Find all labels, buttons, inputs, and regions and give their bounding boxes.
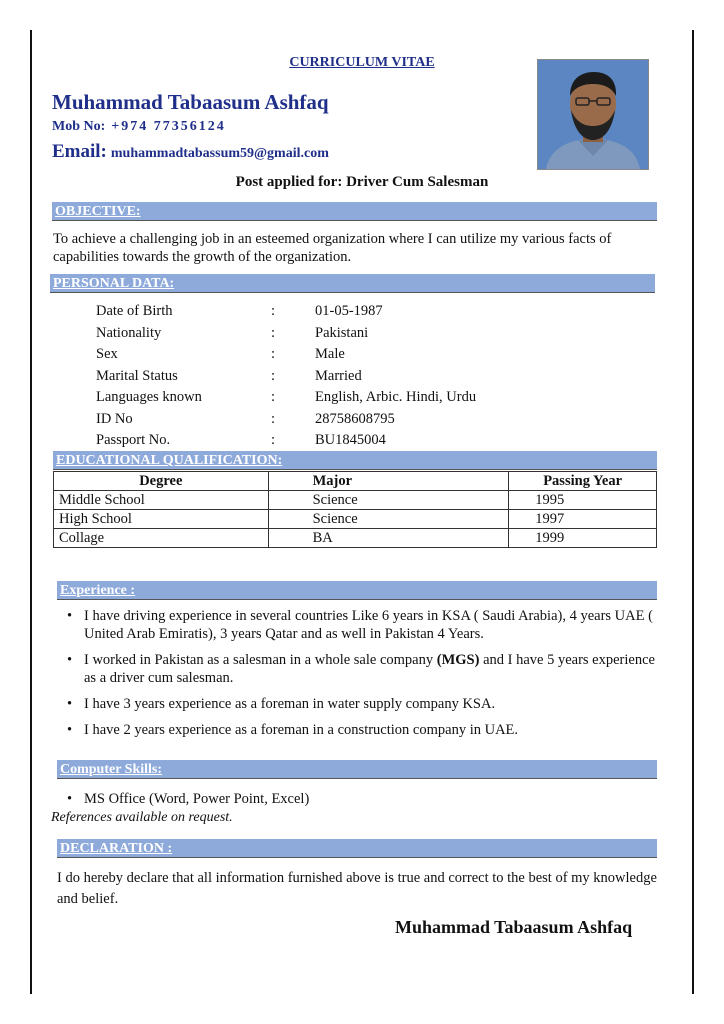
list-item — [55, 607, 661, 643]
personal-data-separator: : — [271, 410, 276, 427]
table-cell: 1995 — [509, 491, 657, 510]
list-item-text: and I have 5 years experience as a driver cum salesman. — [84, 652, 655, 686]
references-note: References available on request. — [51, 810, 233, 825]
personal-data-separator: : — [271, 432, 276, 448]
table-row — [54, 491, 657, 510]
personal-data-value: English, Arbic. Hindi, Urdu — [315, 389, 477, 405]
table-cell: Science — [268, 491, 509, 510]
table-cell: 1999 — [509, 529, 657, 548]
education-table — [53, 471, 657, 548]
table-cell: Middle School — [54, 491, 269, 510]
portrait-image — [538, 60, 648, 169]
personal-data-separator: : — [271, 346, 276, 362]
personal-data-value: Pakistani — [315, 324, 369, 341]
signature-name: Muhammad Tabaasum Ashfaq — [395, 917, 633, 937]
experience-list — [55, 607, 661, 747]
list-item-text: I worked in Pakistan as a salesman in a whole sale company — [84, 652, 437, 668]
post-applied: Post applied for: Driver Cum Salesman — [235, 174, 489, 190]
mobile-number: Mob No: +974 77356124 — [52, 119, 226, 134]
education-table-header — [54, 472, 657, 491]
table-row — [54, 529, 657, 548]
column-header-major: Major — [268, 472, 509, 491]
document-title: CURRICULUM VITAE — [289, 55, 435, 70]
personal-data-separator: : — [271, 324, 276, 341]
personal-data-separator: : — [271, 367, 276, 384]
personal-data-label: Date of Birth — [96, 303, 173, 319]
personal-data-value: 28758608795 — [315, 410, 395, 427]
education-heading: EDUCATIONAL QUALIFICATION: — [53, 451, 657, 470]
personal-data-value: Male — [315, 346, 345, 362]
table-cell: BA — [268, 529, 509, 548]
objective-text: To achieve a challenging job in an esteemed organization where I can utilize my various facts of capabilities towards the growth of the organization. — [53, 231, 612, 265]
list-item — [55, 721, 661, 739]
personal-data-value: BU1845004 — [315, 432, 386, 448]
computer-skills-heading: Computer Skills: — [57, 760, 657, 779]
personal-data-value: Married — [315, 367, 362, 384]
table-cell: Science — [268, 510, 509, 529]
personal-data-label: Sex — [96, 346, 118, 362]
table-row — [54, 510, 657, 529]
personal-data-label: Marital Status — [96, 367, 178, 384]
personal-data-separator: : — [271, 389, 276, 405]
list-item: • MS Office (Word, Power Point, Excel) — [55, 790, 661, 808]
table-cell: Collage — [54, 529, 269, 548]
column-header-degree: Degree — [54, 472, 269, 491]
profile-photo — [537, 59, 649, 170]
list-item-text: I have 3 years experience as a foreman in water supply company KSA. — [84, 696, 496, 712]
personal-data-separator: : — [271, 303, 276, 319]
company-name: (MGS) — [436, 652, 480, 668]
list-item — [55, 695, 661, 713]
list-item — [55, 651, 661, 687]
personal-data-heading: PERSONAL DATA: — [50, 274, 655, 293]
personal-data-label: Passport No. — [96, 432, 171, 448]
declaration-text: I do hereby declare that all information furnished above is true and correct to the best of my knowledge and belief. — [57, 870, 657, 907]
list-item-text: I have 2 years experience as a foreman in a construction company in UAE. — [84, 722, 519, 738]
personal-data-label: ID No — [96, 410, 133, 427]
personal-data-label: Nationality — [96, 324, 162, 341]
objective-heading: OBJECTIVE: — [52, 202, 657, 221]
list-item-text: I have driving experience in several countries Like 6 years in KSA ( Saudi Arabia), 4 years UAE ( United Arab Emiratis), 3 years Qatar and as well in Pakistan 4 Years. — [84, 608, 653, 642]
personal-data-value: 01-05-1987 — [315, 303, 383, 319]
email-address: Email: muhammadtabassum59@gmail.com — [52, 141, 329, 162]
personal-data-label: Languages known — [96, 389, 202, 405]
table-cell: 1997 — [509, 510, 657, 529]
experience-heading: Experience : — [57, 581, 657, 600]
column-header-passing-year: Passing Year — [509, 472, 657, 491]
table-cell: High School — [54, 510, 269, 529]
declaration-heading: DECLARATION : — [57, 839, 657, 858]
candidate-name: Muhammad Tabaasum Ashfaq — [52, 90, 329, 114]
